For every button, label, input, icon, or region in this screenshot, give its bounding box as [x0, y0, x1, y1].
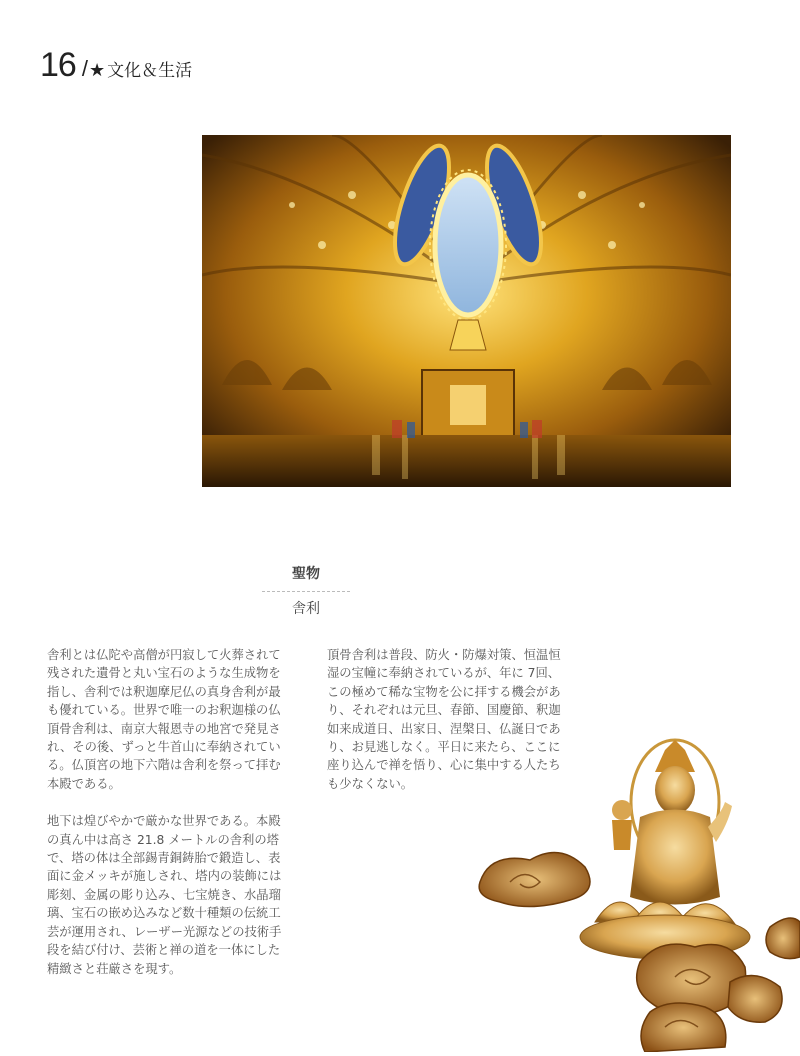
- heading-title: 聖物: [292, 566, 320, 582]
- temple-dome-illustration: [202, 135, 731, 487]
- temple-interior-photo: [202, 135, 731, 487]
- section-title: 文化＆生活: [107, 61, 193, 81]
- header-slash: /: [81, 56, 88, 81]
- left-text-column: [47, 646, 287, 997]
- page-header: [40, 46, 192, 85]
- bodhisattva-statue-image: [470, 732, 800, 1052]
- paragraph: 頂骨舎利は普段、防火・防爆対策、恒温恒湿の宝幢に奉納されているが、年に 7回、この極めて稀な宝物を公に拝する機会があり、それぞれは元旦、春節、国慶節、釈迦如来成道日、出家日、涅槃日、仏誕日であり、お見逃しなく。平日に来たら、ここに座り込んで禅を悟り、心に集中する人たちも少なくない。: [327, 648, 561, 791]
- paragraph: 舎利とは仏陀や高僧が円寂して火葬されて残された遺骨と丸い宝石のような生成物を指し、舎利では釈迦摩尼仏の真身舎利が最も優れている。世界で唯一のお釈迦様の仏頂骨舎利は、南京大報恩寺の地宮で発見され、その後、ずっと牛首山に奉納されている。仏頂宮の地下六階は舎利を祭って拝む本殿である。: [47, 648, 281, 791]
- star-icon: ★: [88, 60, 106, 81]
- page-number: 16: [40, 46, 76, 84]
- heading-subtitle: 舎利: [292, 601, 320, 617]
- paragraph: 地下は煌びやかで厳かな世界である。本殿の真ん中は高さ 21.8 メートルの舎利の塔で、塔の体は全部錫青銅鋳胎で鍛造し、表面に金メッキが施しされ、塔内の装飾には彫刻、金属の彫り込み、七宝焼き、水晶瑠璃、宝石の嵌め込みなど数十種類の伝統工芸が運用され、レーザー光源などの技術手段を結び付け、芸術と禅の道を一体にした精緻さと荘厳さを現す。: [47, 814, 282, 976]
- section-heading: [262, 563, 350, 618]
- heading-divider: [262, 591, 350, 592]
- statue-illustration: [470, 732, 800, 1052]
